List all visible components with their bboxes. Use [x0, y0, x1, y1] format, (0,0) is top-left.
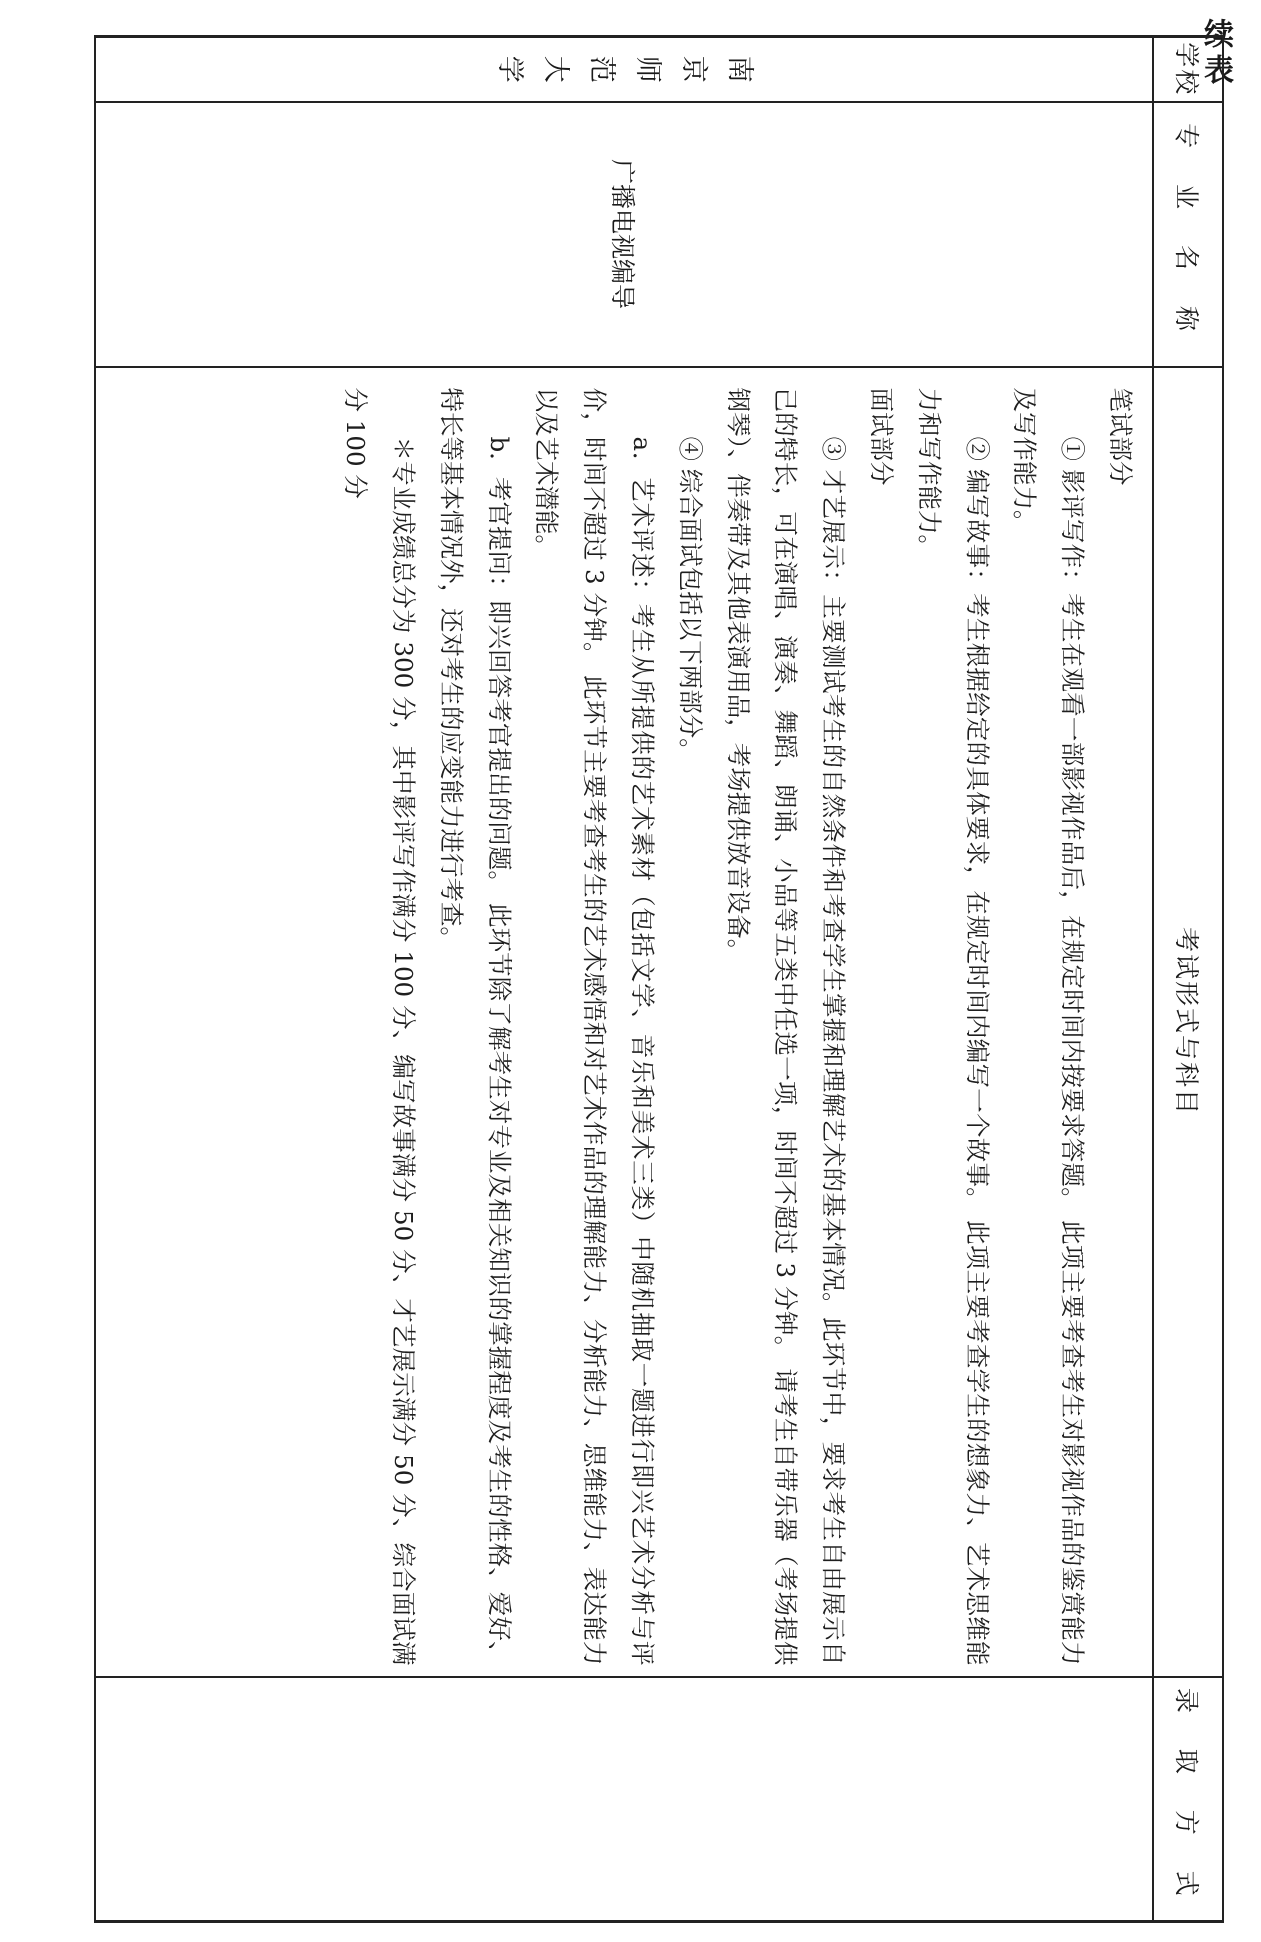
school-char: 南 [724, 55, 755, 83]
admissions-table [94, 35, 1224, 1923]
exam-paragraph: ② 编写故事：考生根据给定的具体要求，在规定时间内编写一个故事。 此项主要考查学生的想象力、艺术思维能力和写作能力。 [914, 387, 992, 1666]
table-row [95, 37, 1153, 1922]
exam-paragraph: 面试部分 [867, 387, 897, 486]
school-char: 范 [586, 55, 617, 83]
school-char: 大 [540, 55, 571, 83]
exam-content-cell [95, 367, 1153, 1677]
school-char: 师 [632, 55, 663, 83]
exam-paragraph: ③ 才艺展示：主要测试考生的自然条件和考查学生掌握和理解艺术的基本情况。此环节中，要求考生自由展示自己的特长，可在演唱、演奏、舞蹈、朗诵、小品等五类中任选一项，时间不超过 3 分钟。 请考生自带乐器（考场提供钢琴）、伴奏带及其他表演用品，考场提供放音设备。 [723, 387, 849, 1666]
exam-paragraph: ＊专业成绩总分为 300 分，其中影评写作满分 100 分、编写故事满分 50 分、才艺展示满分 50 分、综合面试满分 100 分 [341, 387, 419, 1666]
continued-label: 续表 [1198, 18, 1233, 90]
header-exam: 考试形式与科目 [1153, 367, 1223, 1677]
header-major: 专 业 名 称 [1153, 102, 1223, 367]
major-cell: 广播电视编导 [95, 102, 1153, 367]
exam-paragraph: 笔试部分 [1106, 387, 1135, 486]
exam-paragraph: b．考官提问：即兴回答考官提出的问题。 此环节除了解考生对专业及相关知识的掌握程度及考生的性格、爱好、特长等基本情况外，还对考生的应变能力进行考查。 [436, 387, 514, 1666]
school-cell [95, 37, 1153, 102]
table-header-row [1153, 37, 1223, 1922]
exam-paragraph: ④ 综合面试包括以下两部分。 [675, 436, 705, 763]
exam-paragraph: ① 影评写作：考生在观看一部影视作品后，在规定时间内按要求答题。 此项主要考查考生对影视作品的鉴赏能力及写作能力。 [1010, 387, 1088, 1666]
rotated-table-wrapper [94, 35, 1224, 1920]
header-admission: 录 取 方 式 [1153, 1677, 1223, 1922]
exam-paragraph: a．艺术评述：考生从所提供的艺术素材（包括文学、音乐和美术三类）中随机抽取一题进行即兴艺术分析与评价，时间不超过 3 分钟。 此环节主要考查考生的艺术感悟和对艺术作品的理解能力、分析能力、思维能力、表达能力以及艺术潜能。 [532, 387, 658, 1666]
admission-cell [95, 1677, 1153, 1922]
school-char: 学 [494, 55, 525, 83]
school-char: 京 [678, 55, 709, 83]
header-school: 学校 [1153, 37, 1223, 102]
